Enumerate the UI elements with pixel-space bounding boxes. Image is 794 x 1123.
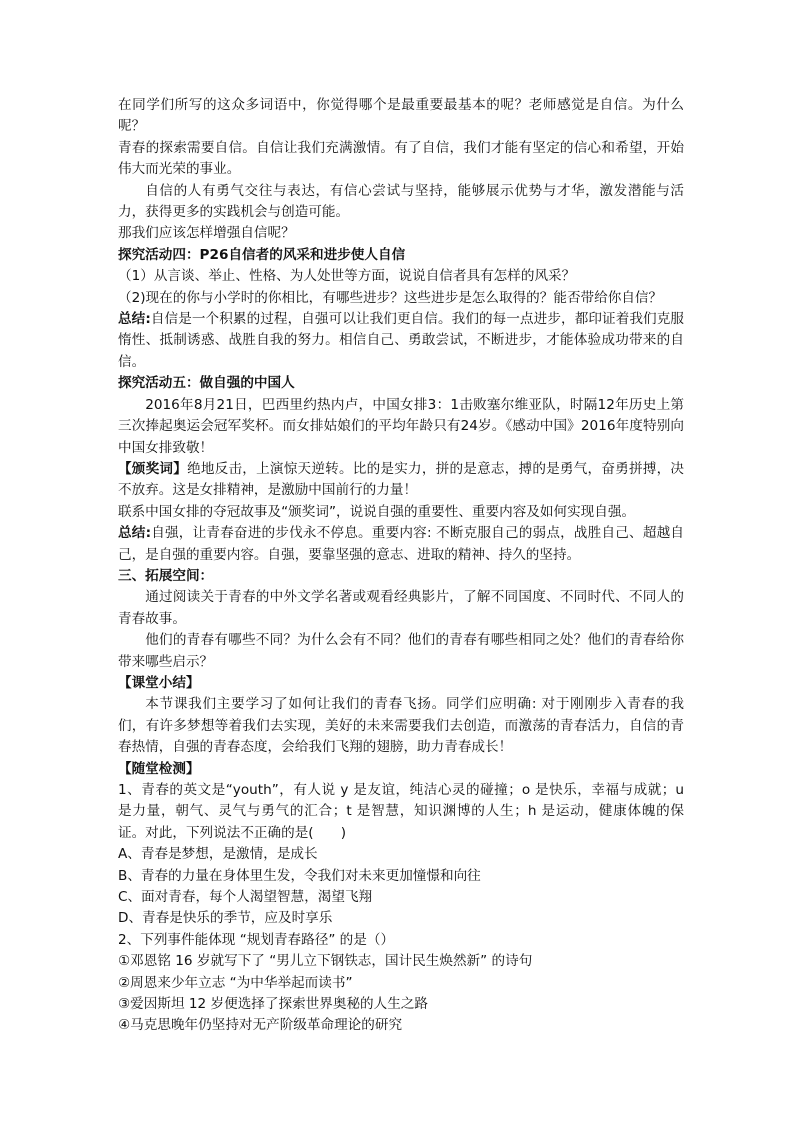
answer-option: A、青春是梦想，是激情，是成长 (118, 846, 318, 863)
question: （1）从言谈、举止、性格、为人处世等方面，说说自信者具有怎样的风采？ (118, 268, 576, 285)
summary-paragraph (118, 523, 684, 566)
test-question: 1、青春的英文是“youth”，有人说 y 是友谊，纯洁心灵的碰撞；o 是快乐，幸福与成就；u 是力量，朝气、灵气与勇气的汇合；t 是智慧，知识渊博的人生；h 是运动，健康体魄的保证。对此，下列说法不正确的是( ) (118, 782, 684, 841)
answer-option: B、青春的力量在身体里生发，令我们对未来更加憧憬和向往 (118, 867, 481, 884)
paragraph: 通过阅读关于青春的中外文学名著或观看经典影片，了解不同国度、不同时代、不同人的青春故事。 (118, 589, 684, 627)
award-paragraph (118, 459, 684, 502)
summary-paragraph (118, 309, 684, 373)
test-question: 2、下列事件能体现 “规划青春路径” 的是（） (118, 931, 395, 948)
question: （2)现在的你与小学时的你相比，有哪些进步？这些进步是怎么取得的？能否带给你自信？ (118, 289, 663, 306)
summary-text: 自信是一个积累的过程，自强可以让我们更自信。我们的每一点进步，都印证着我们克服惰性、抵制诱惑、战胜自我的努力。相信自己、勇敢尝试，不断进步，才能体验成功带来的自信。 (118, 311, 684, 370)
paragraph: 在同学们所写的这众多词语中，你觉得哪个是最重要最基本的呢？老师感觉是自信。为什么呢？ (118, 97, 684, 135)
answer-option: D、青春是快乐的季节，应及时享乐 (118, 910, 333, 927)
paragraph: 那我们应该怎样增强自信呢？ (118, 225, 295, 242)
summary-text: 自强，让青春奋进的步伐永不停息。重要内容: 不断克服自己的弱点，战胜自己、超越自己，是自强的重要内容。自强，要靠坚强的意志、进取的精神、持久的坚持。 (118, 525, 684, 563)
paragraph: 自信的人有勇气交往与表达，有信心尝试与坚持，能够展示优势与才华，激发潜能与活力，获得更多的实践机会与创造可能。 (118, 182, 684, 221)
summary-label: 总结: (118, 311, 151, 328)
paragraph: 青春的探索需要自信。自信让我们充满激情。有了自信，我们才能有坚定的信心和希望，开始伟大而光荣的事业。 (118, 139, 684, 178)
section-heading: 【随堂检测】 (118, 760, 200, 777)
paragraph: 2016年8月21日，巴西里约热内卢，中国女排3：1击败塞尔维亚队，时隔12年历史上第三次捧起奥运会冠军奖杯。而女排姑娘们的平均年龄只有24岁。《感动中国》2016年度特别向中国女排致敬！ (118, 396, 684, 456)
answer-option: ③爱因斯坦 12 岁便选择了探索世界奥秘的人生之路 (118, 996, 428, 1013)
answer-option: ④马克思晚年仍坚持对无产阶级革命理论的研究 (118, 1017, 403, 1034)
paragraph: 本节课我们主要学习了如何让我们的青春飞扬。同学们应明确: 对于刚刚步入青春的我们，有许多梦想等着我们去实现，美好的未来需要我们去创造，而激荡的青春活力，自信的青春热情，自强的青春态度，会给我们飞翔的翅膀，助力青春成长！ (118, 696, 684, 756)
summary-label: 总结: (118, 525, 152, 542)
section-heading: 探究活动五：做自强的中国人 (118, 375, 295, 392)
paragraph: 他们的青春有哪些不同？为什么会有不同？他们的青春有哪些相同之处？他们的青春给你带来哪些启示？ (118, 632, 684, 670)
answer-option: ①邓恩铭 16 岁就写下了 “男儿立下钢铁志，国计民生焕然新” 的诗句 (118, 953, 533, 970)
section-heading: 【课堂小结】 (118, 674, 200, 691)
award-text: 绝地反击，上演惊天逆转。比的是实力，拼的是意志，搏的是勇气，奋勇拼搏，决不放弃。这是女排精神，是激励中国前行的力量！ (118, 460, 685, 499)
section-heading: 探究活动四：P26自信者的风采和进步使人自信 (118, 246, 406, 263)
answer-option: C、面对青春，每个人渴望智慧，渴望飞翔 (118, 889, 373, 906)
section-heading: 三、拓展空间： (118, 567, 214, 584)
answer-option: ②周恩来少年立志 “为中华举起而读书” (118, 974, 353, 991)
award-label: 【颁奖词】 (118, 460, 188, 477)
paragraph: 联系中国女排的夺冠故事及“颁奖词”，说说自强的重要性、重要内容及如何实现自强。 (118, 503, 636, 520)
